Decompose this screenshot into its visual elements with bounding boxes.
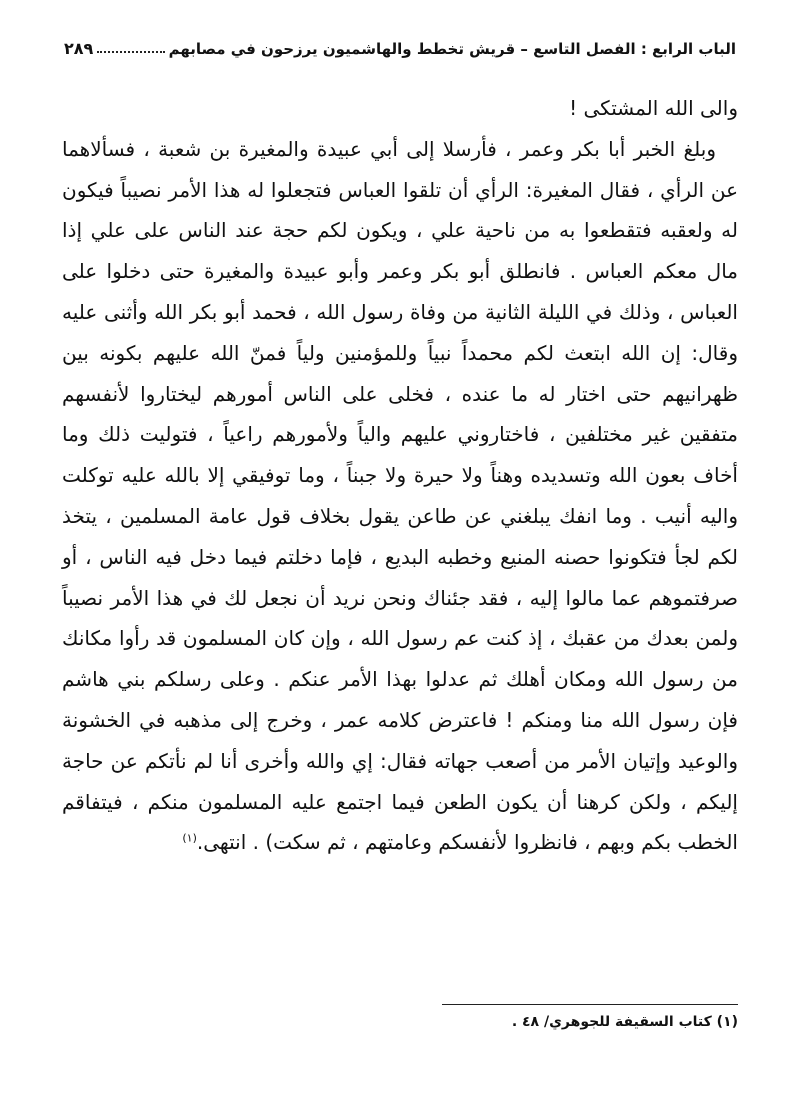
footnote-divider (442, 1004, 738, 1005)
opening-line-text: والى الله المشتكى ! (569, 96, 738, 120)
running-header (64, 30, 736, 58)
main-paragraph (62, 129, 738, 863)
footnote-reference-marker: (١) (182, 831, 197, 845)
main-paragraph-text: وبلغ الخبر أبا بكر وعمر ، فأرسلا إلى أبي عبيدة والمغيرة بن شعبة ، فسألاهما عن الرأي ، فقال المغيرة: الرأي أن تلقوا العباس فتجعلوا له هذا الأمر نصيباً فيكون له ولعقبه فتقطعوا به من ناحية علي ، ويكون لكم حجة عند الناس على علي إذا مال معكم العباس . فانطلق أبو بكر وعمر وأبو عبيدة والمغيرة حتى دخلوا على العباس ، وذلك في الليلة الثانية من وفاة رسول الله ، فحمد أبو بكر الله وأثنى عليه وقال: إن الله ابتعث لكم محمداً نبياً وللمؤمنين ولياً فمنّ الله عليهم بكونه بين ظهرانيهم حتى اختار له ما عنده ، فخلى على الناس أمورهم ليختاروا لأنفسهم متفقين غير مختلفين ، فاختاروني عليهم والياً ولأمورهم راعياً ، فتوليت ذلك وما أخاف بعون الله وتسديده وهناً ولا حيرة ولا جبناً ، وما توفيقي إلا بالله عليه توكلت واليه أنيب . وما انفك يبلغني عن طاعن يقول بخلاف قول عامة المسلمين ، يتخذ لكم لجأ فتكونوا حصنه المنيع وخطبه البديع ، فإما دخلتم فيما دخل فيه الناس ، أو صرفتموهم عما مالوا إليه ، فقد جئناك ونحن نريد أن نجعل لك في هذا الأمر نصيباً ولمن بعدك من عقبك ، إذ كنت عم رسول الله ، وإن كان المسلمون قد رأوا مكانك من رسول الله ومكان أهلك ثم عدلوا بهذا الأمر عنكم . وعلى رسلكم بني هاشم فإن رسول الله منا ومنكم ! فاعترض كلامه عمر ، وخرج إلى مذهبه في الخشونة والوعيد وإتيان الأمر من أصعب جهاته فقال: إي والله وأخرى أنا لم نأتكم عن حاجة إليكم ، ولكن كرهنا أن يكون الطعن فيما اجتمع عليه المسلمون منكم ، فيتفاقم الخطب بكم وبهم ، فانظروا لأنفسكم وعامتهم ، ثم سكت) . انتهى. (62, 136, 738, 855)
body-text (62, 88, 738, 863)
footnote (62, 1014, 738, 1030)
header-leader-dots (97, 51, 164, 53)
footnote-text: (١) كتاب السقيفة للجوهري/ ٤٨ . (511, 1014, 738, 1030)
opening-line (62, 88, 738, 129)
page-number: ٢٨٩ (64, 39, 94, 58)
header-title: الباب الرابع : الفصل التاسع – قريش تخطط والهاشميون يرزحون في مصابهم (168, 40, 736, 58)
